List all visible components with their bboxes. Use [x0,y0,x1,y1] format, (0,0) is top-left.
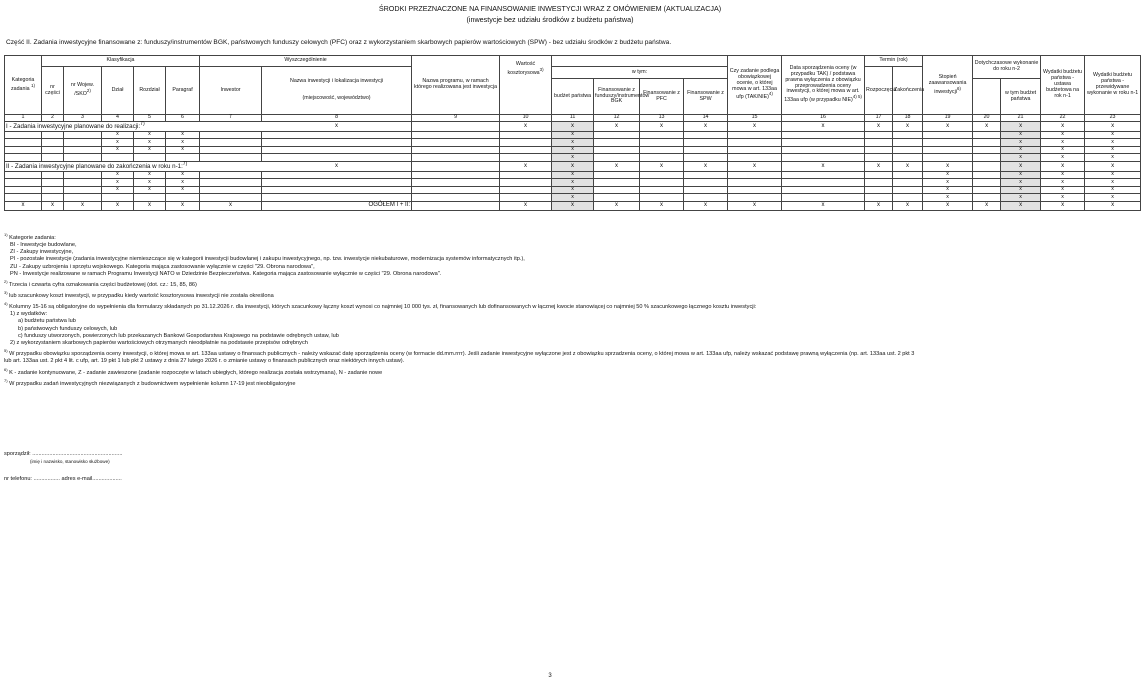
table-row: x x x x x x x x [5,179,1141,187]
document-title: ŚRODKI PRZEZNACZONE NA FINANSOWANIE INWESTYCJI WRAZ Z OMÓWIENIEM (AKTUALIZACJA) [378,4,722,13]
prepared-by-line: sporządził: .......................................................... [4,451,123,457]
header-stopien: Stopień zaawansowania inwestycji$^{6)}$ [923,56,973,115]
contact-line: nr telefonu: ................. adres e-mail................... [4,476,122,482]
header-termin: Termin (rok) [865,56,923,67]
header-dotychczasowe-total [973,79,1001,115]
prepared-by-caption: (imię i nazwisko, stanowisko służbowe) [30,459,110,464]
total-row: x x x x x x x OGÓŁEM I + II: x x x x x x x x x x x x x x [5,201,1141,210]
header-wyszczegolnienie: Wyszczególnienie [200,56,412,67]
header-rozpoczecia: Rozpoczęcia [865,67,893,115]
intro-text: Część II. Zadania inwestycyjne finansowane z: funduszy/instrumentów BGK, państwowych funduszy celowych (PFC) oraz z wykorzystaniem skarbowych papierów wartościowych (SPW) - bez udziału środków z budżetu państwa. [6,39,672,46]
header-budzet-panstwa: budżet państwa [552,79,594,115]
header-nazwa-programu: Nazwa programu, w ramach którego realizowana jest inwestycja [412,56,500,115]
header-rozdzial: Rozdział [134,67,166,115]
header-inwestor: Inwestor [200,67,262,115]
header-nr-czesci: nr części [42,67,64,115]
total-label: OGÓŁEM I + II: [262,201,412,210]
table-row: x x x x x x x x [5,186,1141,194]
header-finansowanie-blank [552,56,728,67]
table-row: x x x x x x x [5,146,1141,154]
section-2-row: II - Zadania inwestycyjne planowane do zakończenia w roku n-1:$^{7)}$ x x x x x x x x x x x x x x [5,161,1141,171]
header-nazwa-inwestycji: Nazwa inwestycji i lokalizacja inwestycji (miejscowość, województwo) [262,67,412,115]
footnote-1: $^{1)}$ Kategorie zadania: [4,232,56,241]
footnote-5: $^{5)}$ W przypadku obowiązku sporządzenia oceny inwestycji, o której mowa w art. 133aa ustawy o finansach publicznych - należy wskazać datę sporządzenia oceny (w formacie dd.mm.rrrr). Jeśli zadanie inwestycyjne wyłączone jest z obowiązku sprzadzenia oceny, o której mowa w art. 133aa ufp, należy wskazać podstawę prawną wyłączenia (np. art. 133aa ust. 2 pkt 3 [4,348,915,358]
table-row: x x x x [5,154,1141,162]
header-nr-woj: nr Wojew. /SKO$^{2)}$ [64,67,102,115]
footnote-7: $^{7)}$ W przypadku zadań inwestycyjnych niezwiązanych z budownictwem wypełnienie kolumn 17-19 jest nieobligatoryjne [4,377,296,387]
investment-table [4,55,1141,211]
header-wartosc: Wartość kosztorysowa$^{3)}$ [500,56,552,115]
header-fin-spw: Finansowanie z SPW [684,79,728,115]
document-subtitle: (inwestycje bez udziału środków z budżetu państwa) [466,15,634,24]
header-paragraf: Paragraf [166,67,200,115]
footnote-2: $^{2)}$ Trzecia i czwarta cyfra oznakowania części budżetowej (dot. cz.: 15, 85, 86) [4,279,197,288]
header-w-tym: w tym: [552,67,728,79]
header-zakonczenia: Zakończenia [893,67,923,115]
header-wydatki-ustawa: Wydatki budżetu państwa - ustawa budżetowa na rok n-1 [1041,56,1085,115]
section-2-label: II - Zadania inwestycyjne planowane do zakończenia w roku n-1:$^{7)}$ [5,161,262,171]
footnote-3: $^{3)}$ lub szacunkowy koszt inwestycji, w przypadku kiedy wartość kosztorysowa inwestycji nie została określona [4,290,274,299]
page-number: 3 [548,673,552,679]
table-row: x x x x x [5,194,1141,202]
section-1-label: I - Zadania inwestycyjne planowane do realizacji:$^{7)}$ [5,122,262,132]
footnote-6: $^{6)}$ K - zadanie kontynuowane, Z - zadanie zawieszone (zadanie rozpoczęte w latach ubiegłych, którego realizacja została wstrzymana), N - zadanie nowe [4,366,383,376]
header-fin-pfc: Finansowanie z PFC [640,79,684,115]
header-wydatki-przewidywane: Wydatki budżetu państwa - przewidywane wykonanie w roku n-1 [1085,56,1141,115]
table-row: x x x x x x x [5,131,1141,139]
header-czy-zadanie: Czy zadanie podlega obowiązkowej ocenie, o której mowa w art. 133aa ufp $(TAK/NIE)^{4)}$ [728,56,782,115]
section-1-row: I - Zadania inwestycyjne planowane do realizacji:$^{7)}$ x x x x x x x x x x x x x x x [5,122,1141,132]
footnote-4: $^{4)}$ Kolumny 15-16 są obligatoryjne do wypełnienia dla formularzy składanych po 31.12.2026 r. dla inwestycji, których szacunkowy łączny koszt wynosi co najmniej 10 000 tys. zł, finansowanych lub dofinansowanych w łącznej kwocie stanowiącej co najmniej 50 % szacunkowego łącznego kosztu inwestycji: [4,301,757,311]
footnotes: $^{1)}$ Kategorie zadania: BI - Inwestycje budowlane, ZI - Zakupy inwestycyjne, PI - pozostałe inwestycje (zadania inwestycyjne niemieszczące się w kategorii inwestycji budowlanej i zakupu inwestycyjnego, np. tzw. inwestycje niekubaturowe, modernizacja systemów informatycznych itp.), ZU - Zakupy uzbrojenia i sprzętu wojskowego. Kategoria mająca zastosowanie wyłącznie w części "29. Obrona narodowa", PN - Inwestycje realizowane w ramach Programu Inwestycji NATO w Dziedzinie Bezpieczeństwa. Kategoria mająca zastosowanie wyłącznie w części "29. Obrona narodowa". $^{2)}$ Trzecia i czwarta cyfra oznakowania części budżetowej (dot. cz.: 15, 85, 86) $^{3)}$ lub szacunkowy koszt inwestycji, w przypadku kiedy wartość kosztorysowa inwestycji nie została określona $^{4)}$ Kolumny 15-16 są obligatoryjne do wypełnienia dla formularzy składanych po 31.12.2026 r. dla inwestycji, których szacunkowy łączny koszt wynosi co najmniej 10 000 tys. zł, finansowanych lub dofinansowanych w łącznej kwocie stanowiącej co najmniej 50 % szacunkowego łącznego kosztu inwestycji: 1) z wydatków: a) budżetu państwa lub b) państwowych funduszy celowych, lub c) funduszy utworzonych, powierzonych lub przekazanych Bankowi Gospodarstwa Krajowego na podstawie odrębnych ustaw, lub 2) z wykorzystaniem skarbowych papierów wartościowych otrzymanych nieodpłatnie na podstawie przepisów odrębnych $^{5)}$ W przypadku obowiązku sporządzenia oceny inwestycji, o której mowa w art. 133aa ustawy o finansach publicznych - należy wskazać datę sporządzenia oceny (w formacie dd.mm.rrrr). Jeśli zadanie inwestycyjne wyłączone jest z obowiązku sprzadzenia oceny, o której mowa w art. 133aa ufp, należy wskazać podstawę prawną wyłączenia (np. art. 133aa ust. 2 pkt 3 lub art. 133aa ust. 2 pkt 4 lit. c ufp, art. 19 pkt 1 lub pkt 2 ustawy z dnia 27 lutego 2026 r. o zmianie ustawy o finansach publicznych oraz niektórych innych ustaw). $^{6)}$ K - zadanie kontynuowane, Z - zadanie zawieszone (zadanie rozpoczęte w latach ubiegłych, którego realizacja została wstrzymana), N - zadanie nowe $^{7)}$ W przypadku zadań inwestycyjnych niezwiązanych z budownictwem wypełnienie kolumn 17-19 jest nieobligatoryjne [4,231,1098,388]
header-dotychczasowe: Dotychczasowe wykonanie do roku n-2 [973,56,1041,79]
table-row: x x x x x x x [5,139,1141,147]
header-dzial: Dział [102,67,134,115]
column-numbers-row: 1 2 3 4 5 6 7 8 9 10 11 12 13 14 15 16 17 18 19 20 21 22 23 [5,115,1141,122]
header-fin-bgk: Finansowanie z funduszy/instrumentów BGK [594,79,640,115]
header-kategoria: Kategoria zadania $^{1)}$ [5,56,42,115]
header-data-sporzadzenia: Data sporządzenia oceny (w przypadku TAK) / podstawa prawna wyłączenia z obowiązku przeprowadzenia oceny inwestycji, o której mowa w art. 133aa ufp (w przypadku NIE)$^{4) 5)}$ [782,56,865,115]
header-w-tym-budzet: w tym budżet państwa [1001,79,1041,115]
header-klasyfikacja: Klasyfikacja [42,56,200,67]
table-row: x x x x x x x x [5,171,1141,179]
